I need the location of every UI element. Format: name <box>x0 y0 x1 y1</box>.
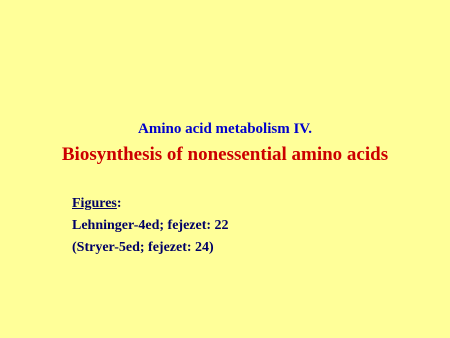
figures-heading-colon: : <box>116 196 122 211</box>
slide-subtitle: Biosynthesis of nonessential amino acids <box>61 144 389 165</box>
figures-item-stryer: (Stryer-5ed; fejezet: 24) <box>72 240 214 255</box>
figures-heading-label: Figures <box>72 196 117 211</box>
figures-section <box>72 193 229 259</box>
figures-item-lehninger: Lehninger-4ed; fejezet: 22 <box>72 218 229 233</box>
figures-heading <box>72 193 229 215</box>
slide-title-line1: Amino acid metabolism IV. <box>138 121 312 137</box>
slide-title <box>0 119 450 167</box>
